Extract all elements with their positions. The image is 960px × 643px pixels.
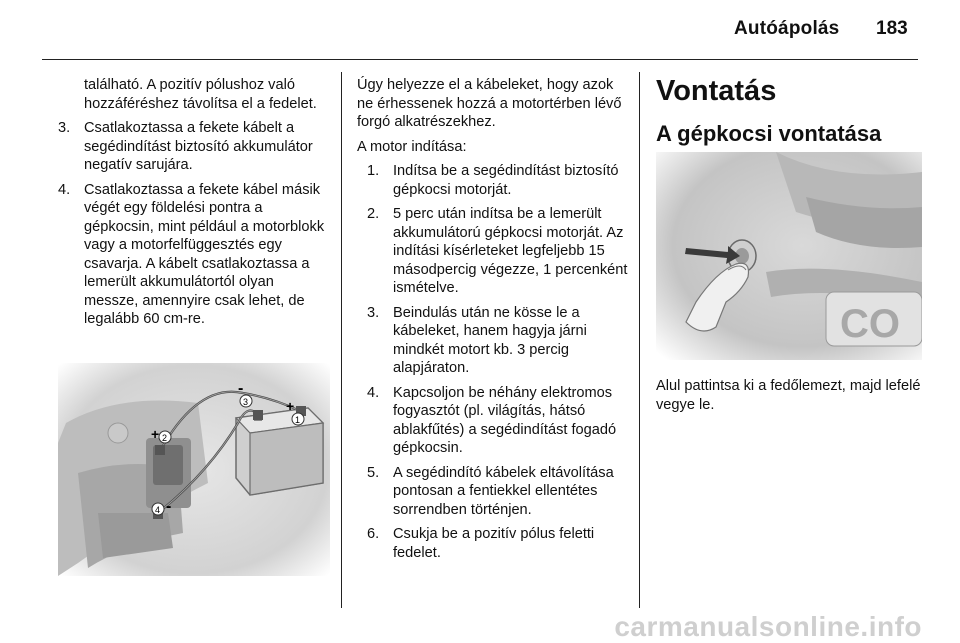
page-header-title: Autóápolás <box>734 18 840 39</box>
step-text: 5 perc után indítsa be a lemerült akkumulátorú gépkocsi motorját. Az indítási kísérleteket legfeljebb 15 másodpercig végezze, 1 percenként ismételve. <box>393 206 628 296</box>
jump-start-illustration <box>58 363 330 576</box>
list-item <box>367 304 629 378</box>
section-subheading: A gépkocsi vontatása <box>656 121 882 146</box>
list-item <box>367 525 629 562</box>
step-number: 3. <box>367 304 380 321</box>
step-number: 3. <box>58 120 71 136</box>
watermark: carmanualsonline.info <box>614 611 922 642</box>
label-minus-3: - <box>238 380 244 397</box>
column-3 <box>656 72 924 148</box>
column-divider-1 <box>341 72 342 608</box>
page-number: 183 <box>876 18 908 39</box>
label-minus-4: - <box>166 498 172 515</box>
step-number: 4. <box>367 384 380 401</box>
towing-cover-illustration <box>656 152 922 360</box>
column-1 <box>58 76 328 329</box>
label-num-3: 3 <box>243 397 249 407</box>
step-number: 1. <box>367 163 380 179</box>
step-list-1 <box>58 119 328 329</box>
step-number: 6. <box>367 526 380 542</box>
intro-paragraph: Úgy helyezze el a kábeleket, hogy azok ne érhessenek hozzá a motortérben lévő forgó alkatrészekhez. <box>357 77 622 130</box>
column-2 <box>357 76 629 562</box>
header-rule <box>42 59 918 60</box>
step-text: Indítsa be a segédindítást biztosító gépkocsi motorját. <box>393 163 619 198</box>
step-text: Csatlakoztassa a fekete kábel másik végét egy földelési pontra a gépkocsin, mint például a motorblokk vagy a motorfelfüggesztés egy csavarja. A kábelt csatlakoztassa a lemerült akkumulátortól olyan messze, amennyire csak lehet, de legalább 60 cm-re. <box>84 181 325 327</box>
column-divider-2 <box>639 72 640 608</box>
list-item <box>367 205 629 298</box>
list-item <box>58 181 328 329</box>
step-list-2 <box>357 162 629 562</box>
step-text: Csukja be a pozitív pólus feletti fedelet. <box>393 526 595 561</box>
subhead-engine-start: A motor indítása: <box>357 138 467 155</box>
label-plus-2: + <box>151 426 160 442</box>
label-num-1: 1 <box>295 415 301 425</box>
step-number: 5. <box>367 464 380 481</box>
step-text: Csatlakoztassa a fekete kábelt a segédindítást biztosító akkumulátor negatív sarujára. <box>84 120 313 173</box>
section-heading: Vontatás <box>656 75 777 107</box>
step-number: 2. <box>367 206 380 222</box>
step-number: 4. <box>58 181 71 198</box>
step-text: A segédindító kábelek eltávolítása pontosan a fentiekkel ellentétes sorrendben történjen. <box>393 464 614 518</box>
figure-caption: Alul pattintsa ki a fedőlemezt, majd lefelé vegye le. <box>656 378 921 413</box>
step-text: Kapcsoljon be néhány elektromos fogyasztót (pl. világítás, hátsó ablakfűtés) a segédindítást fogadó gépkocsin. <box>393 384 617 456</box>
license-plate-text: CO <box>840 302 900 346</box>
continuation-text: található. A pozitív pólushoz való hozzáféréshez távolítsa el a fedelet. <box>84 77 317 112</box>
label-num-4: 4 <box>155 505 161 515</box>
step-text: Beindulás után ne kösse le a kábeleket, hanem hagyja járni mindkét motort kb. 3 percig alapjáraton. <box>393 304 587 376</box>
label-plus-1: + <box>286 398 295 414</box>
list-item <box>367 162 629 199</box>
label-num-2: 2 <box>162 433 168 443</box>
list-item <box>367 384 629 458</box>
list-item <box>58 119 328 175</box>
list-item <box>367 464 629 520</box>
